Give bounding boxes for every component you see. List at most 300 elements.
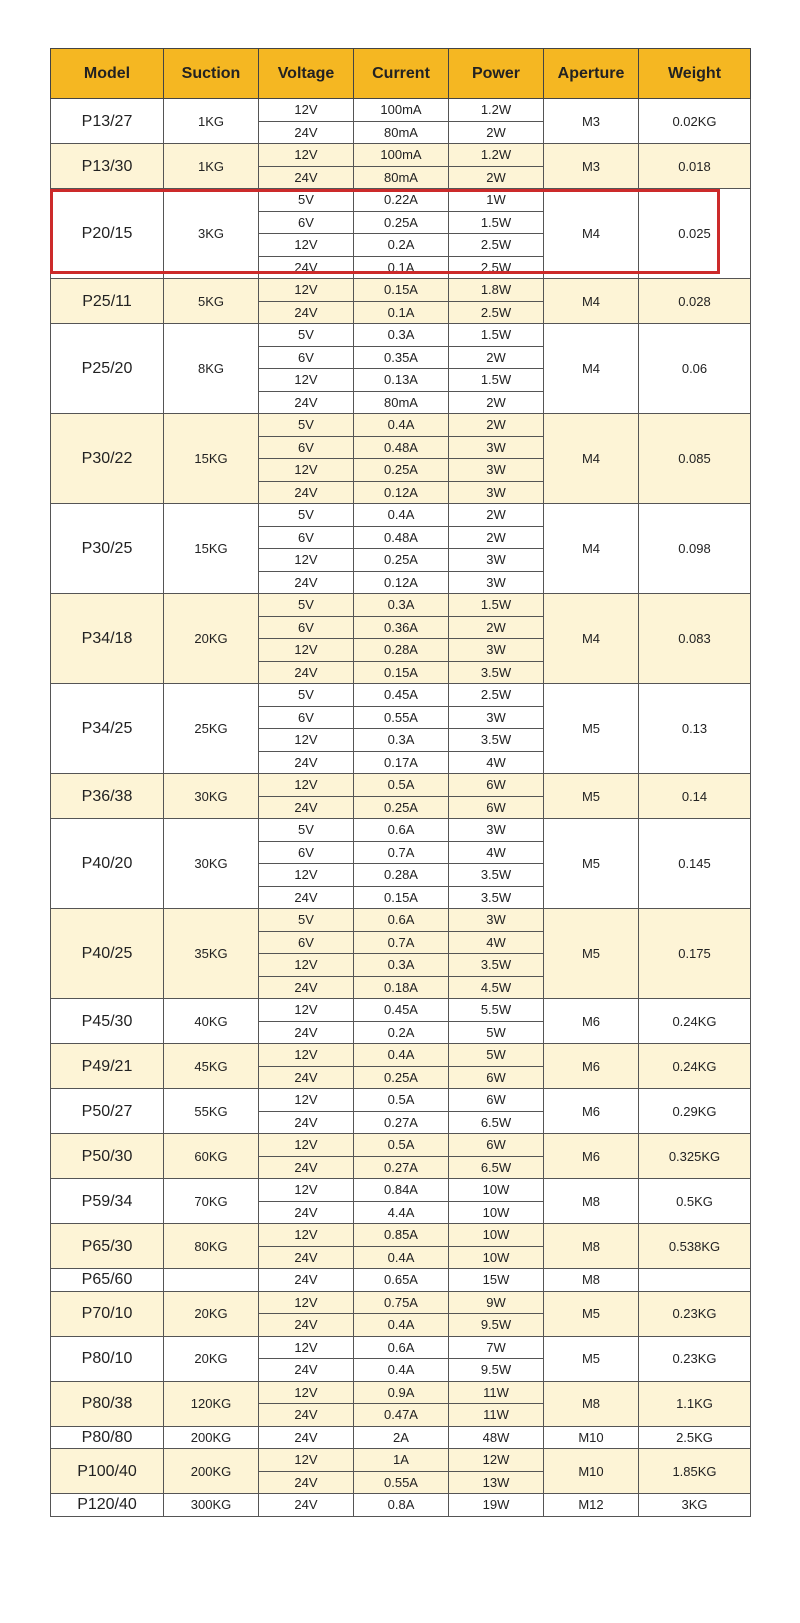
power-cell: 10W — [449, 1201, 544, 1224]
suction-cell: 40KG — [164, 999, 259, 1044]
voltage-cell: 24V — [259, 886, 354, 909]
suction-cell: 30KG — [164, 774, 259, 819]
spec-table-container — [50, 48, 750, 1517]
model-cell: P30/22 — [51, 414, 164, 504]
voltage-cell: 5V — [259, 324, 354, 347]
suction-cell: 15KG — [164, 414, 259, 504]
weight-cell: 0.5KG — [639, 1179, 751, 1224]
current-cell: 0.75A — [354, 1291, 449, 1314]
power-cell: 1.2W — [449, 99, 544, 122]
voltage-cell: 24V — [259, 1111, 354, 1134]
current-cell: 0.3A — [354, 594, 449, 617]
power-cell: 4.5W — [449, 976, 544, 999]
current-cell: 0.48A — [354, 436, 449, 459]
table-row — [51, 684, 751, 707]
current-cell: 0.28A — [354, 864, 449, 887]
current-cell: 0.4A — [354, 504, 449, 527]
weight-cell: 0.018 — [639, 144, 751, 189]
weight-cell: 0.29KG — [639, 1089, 751, 1134]
table-row — [51, 1044, 751, 1067]
power-cell: 2W — [449, 504, 544, 527]
table-row — [51, 1134, 751, 1157]
current-cell: 0.35A — [354, 346, 449, 369]
aperture-cell: M5 — [544, 1336, 639, 1381]
current-cell: 0.25A — [354, 211, 449, 234]
power-cell: 1.2W — [449, 144, 544, 167]
voltage-cell: 24V — [259, 1494, 354, 1517]
power-cell: 2W — [449, 166, 544, 189]
power-cell: 6W — [449, 774, 544, 797]
voltage-cell: 12V — [259, 1336, 354, 1359]
voltage-cell: 24V — [259, 1314, 354, 1337]
power-cell: 5W — [449, 1044, 544, 1067]
suction-cell: 3KG — [164, 189, 259, 279]
power-cell: 3W — [449, 436, 544, 459]
power-cell: 3W — [449, 459, 544, 482]
table-row — [51, 999, 751, 1022]
voltage-cell: 5V — [259, 594, 354, 617]
voltage-cell: 12V — [259, 774, 354, 797]
power-cell: 3.5W — [449, 864, 544, 887]
suction-cell: 300KG — [164, 1494, 259, 1517]
current-cell: 0.25A — [354, 1066, 449, 1089]
weight-cell: 0.02KG — [639, 99, 751, 144]
power-cell: 6W — [449, 1134, 544, 1157]
power-cell: 6W — [449, 796, 544, 819]
header-model: Model — [51, 49, 164, 99]
header-power: Power — [449, 49, 544, 99]
aperture-cell: M4 — [544, 279, 639, 324]
power-cell: 3W — [449, 706, 544, 729]
current-cell: 0.65A — [354, 1269, 449, 1292]
voltage-cell: 24V — [259, 751, 354, 774]
power-cell: 5W — [449, 1021, 544, 1044]
weight-cell: 0.23KG — [639, 1336, 751, 1381]
voltage-cell: 24V — [259, 1066, 354, 1089]
power-cell: 12W — [449, 1449, 544, 1472]
voltage-cell: 12V — [259, 549, 354, 572]
power-cell: 1.5W — [449, 594, 544, 617]
voltage-cell: 24V — [259, 1021, 354, 1044]
header-aperture: Aperture — [544, 49, 639, 99]
power-cell: 3.5W — [449, 729, 544, 752]
suction-cell: 1KG — [164, 144, 259, 189]
power-cell: 2W — [449, 616, 544, 639]
voltage-cell: 12V — [259, 1224, 354, 1247]
current-cell: 0.4A — [354, 1044, 449, 1067]
model-cell: P13/30 — [51, 144, 164, 189]
weight-cell: 0.13 — [639, 684, 751, 774]
suction-cell: 20KG — [164, 1336, 259, 1381]
current-cell: 0.15A — [354, 886, 449, 909]
current-cell: 0.12A — [354, 481, 449, 504]
table-row — [51, 279, 751, 302]
power-cell: 1.5W — [449, 211, 544, 234]
current-cell: 0.22A — [354, 189, 449, 212]
voltage-cell: 5V — [259, 504, 354, 527]
current-cell: 0.6A — [354, 909, 449, 932]
suction-cell: 20KG — [164, 594, 259, 684]
voltage-cell: 24V — [259, 1404, 354, 1427]
voltage-cell: 12V — [259, 99, 354, 122]
current-cell: 4.4A — [354, 1201, 449, 1224]
power-cell: 2.5W — [449, 256, 544, 279]
table-row — [51, 504, 751, 527]
current-cell: 0.4A — [354, 1359, 449, 1382]
power-cell: 9.5W — [449, 1314, 544, 1337]
weight-cell: 0.175 — [639, 909, 751, 999]
current-cell: 1A — [354, 1449, 449, 1472]
voltage-cell: 12V — [259, 144, 354, 167]
current-cell: 0.5A — [354, 774, 449, 797]
current-cell: 0.15A — [354, 279, 449, 302]
suction-cell: 120KG — [164, 1381, 259, 1426]
aperture-cell: M6 — [544, 1044, 639, 1089]
suction-cell: 30KG — [164, 819, 259, 909]
power-cell: 11W — [449, 1381, 544, 1404]
current-cell: 0.47A — [354, 1404, 449, 1427]
table-row — [51, 1449, 751, 1472]
current-cell: 0.12A — [354, 571, 449, 594]
table-row — [51, 1224, 751, 1247]
voltage-cell: 6V — [259, 211, 354, 234]
current-cell: 0.85A — [354, 1224, 449, 1247]
voltage-cell: 5V — [259, 909, 354, 932]
table-row — [51, 99, 751, 122]
current-cell: 2A — [354, 1426, 449, 1449]
table-row — [51, 594, 751, 617]
model-cell: P80/38 — [51, 1381, 164, 1426]
voltage-cell: 24V — [259, 661, 354, 684]
aperture-cell: M3 — [544, 99, 639, 144]
weight-cell: 1.1KG — [639, 1381, 751, 1426]
voltage-cell: 24V — [259, 1269, 354, 1292]
voltage-cell: 12V — [259, 1381, 354, 1404]
power-cell: 6W — [449, 1066, 544, 1089]
aperture-cell: M5 — [544, 1291, 639, 1336]
current-cell: 0.2A — [354, 234, 449, 257]
weight-cell: 1.85KG — [639, 1449, 751, 1494]
power-cell: 2W — [449, 346, 544, 369]
voltage-cell: 6V — [259, 346, 354, 369]
model-cell: P40/25 — [51, 909, 164, 999]
voltage-cell: 24V — [259, 1156, 354, 1179]
power-cell: 3.5W — [449, 886, 544, 909]
power-cell: 11W — [449, 1404, 544, 1427]
current-cell: 0.45A — [354, 999, 449, 1022]
current-cell: 0.3A — [354, 324, 449, 347]
table-row — [51, 324, 751, 347]
power-cell: 3W — [449, 571, 544, 594]
model-cell: P50/30 — [51, 1134, 164, 1179]
model-cell: P59/34 — [51, 1179, 164, 1224]
aperture-cell: M4 — [544, 414, 639, 504]
header-suction: Suction — [164, 49, 259, 99]
voltage-cell: 12V — [259, 1134, 354, 1157]
weight-cell: 0.24KG — [639, 1044, 751, 1089]
suction-cell: 70KG — [164, 1179, 259, 1224]
current-cell: 80mA — [354, 121, 449, 144]
suction-cell: 20KG — [164, 1291, 259, 1336]
power-cell: 9W — [449, 1291, 544, 1314]
power-cell: 6W — [449, 1089, 544, 1112]
current-cell: 0.55A — [354, 1471, 449, 1494]
voltage-cell: 6V — [259, 526, 354, 549]
model-cell: P25/11 — [51, 279, 164, 324]
model-cell: P30/25 — [51, 504, 164, 594]
weight-cell: 0.06 — [639, 324, 751, 414]
current-cell: 0.5A — [354, 1089, 449, 1112]
table-row — [51, 189, 751, 212]
weight-cell: 0.14 — [639, 774, 751, 819]
suction-cell — [164, 1269, 259, 1292]
aperture-cell: M5 — [544, 909, 639, 999]
power-cell: 3.5W — [449, 661, 544, 684]
header-row — [51, 49, 751, 99]
model-cell: P65/60 — [51, 1269, 164, 1292]
header-current: Current — [354, 49, 449, 99]
current-cell: 0.6A — [354, 819, 449, 842]
header-voltage: Voltage — [259, 49, 354, 99]
power-cell: 3.5W — [449, 954, 544, 977]
voltage-cell: 24V — [259, 796, 354, 819]
current-cell: 0.18A — [354, 976, 449, 999]
power-cell: 3W — [449, 639, 544, 662]
model-cell: P80/80 — [51, 1426, 164, 1449]
voltage-cell: 5V — [259, 819, 354, 842]
model-cell: P34/18 — [51, 594, 164, 684]
current-cell: 0.4A — [354, 1246, 449, 1269]
model-cell: P65/30 — [51, 1224, 164, 1269]
power-cell: 4W — [449, 841, 544, 864]
aperture-cell: M4 — [544, 189, 639, 279]
weight-cell: 0.083 — [639, 594, 751, 684]
power-cell: 2W — [449, 121, 544, 144]
power-cell: 13W — [449, 1471, 544, 1494]
current-cell: 0.1A — [354, 256, 449, 279]
aperture-cell: M4 — [544, 324, 639, 414]
voltage-cell: 12V — [259, 279, 354, 302]
power-cell: 4W — [449, 751, 544, 774]
voltage-cell: 24V — [259, 391, 354, 414]
current-cell: 80mA — [354, 166, 449, 189]
aperture-cell: M6 — [544, 1089, 639, 1134]
voltage-cell: 12V — [259, 864, 354, 887]
current-cell: 0.36A — [354, 616, 449, 639]
suction-cell: 80KG — [164, 1224, 259, 1269]
model-cell: P34/25 — [51, 684, 164, 774]
current-cell: 0.45A — [354, 684, 449, 707]
voltage-cell: 12V — [259, 1044, 354, 1067]
current-cell: 0.4A — [354, 1314, 449, 1337]
weight-cell: 0.025 — [639, 189, 751, 279]
voltage-cell: 24V — [259, 1426, 354, 1449]
power-cell: 2.5W — [449, 684, 544, 707]
current-cell: 0.48A — [354, 526, 449, 549]
current-cell: 0.28A — [354, 639, 449, 662]
suction-cell: 55KG — [164, 1089, 259, 1134]
current-cell: 0.3A — [354, 729, 449, 752]
model-cell: P45/30 — [51, 999, 164, 1044]
model-cell: P25/20 — [51, 324, 164, 414]
aperture-cell: M8 — [544, 1224, 639, 1269]
current-cell: 0.7A — [354, 931, 449, 954]
aperture-cell: M5 — [544, 819, 639, 909]
aperture-cell: M3 — [544, 144, 639, 189]
voltage-cell: 12V — [259, 234, 354, 257]
suction-cell: 5KG — [164, 279, 259, 324]
power-cell: 10W — [449, 1179, 544, 1202]
current-cell: 0.27A — [354, 1111, 449, 1134]
power-cell: 3W — [449, 909, 544, 932]
aperture-cell: M8 — [544, 1269, 639, 1292]
table-row — [51, 1269, 751, 1292]
voltage-cell: 12V — [259, 369, 354, 392]
voltage-cell: 12V — [259, 1089, 354, 1112]
table-row — [51, 1291, 751, 1314]
weight-cell: 2.5KG — [639, 1426, 751, 1449]
power-cell: 15W — [449, 1269, 544, 1292]
suction-cell: 15KG — [164, 504, 259, 594]
model-cell: P100/40 — [51, 1449, 164, 1494]
suction-cell: 1KG — [164, 99, 259, 144]
current-cell: 0.17A — [354, 751, 449, 774]
voltage-cell: 24V — [259, 301, 354, 324]
table-row — [51, 1179, 751, 1202]
current-cell: 0.8A — [354, 1494, 449, 1517]
voltage-cell: 5V — [259, 414, 354, 437]
power-cell: 2.5W — [449, 301, 544, 324]
header-weight: Weight — [639, 49, 751, 99]
voltage-cell: 24V — [259, 121, 354, 144]
power-cell: 1.5W — [449, 324, 544, 347]
current-cell: 0.5A — [354, 1134, 449, 1157]
current-cell: 0.2A — [354, 1021, 449, 1044]
table-row — [51, 1494, 751, 1517]
aperture-cell: M8 — [544, 1179, 639, 1224]
model-cell: P50/27 — [51, 1089, 164, 1134]
table-row — [51, 774, 751, 797]
current-cell: 0.25A — [354, 549, 449, 572]
current-cell: 0.84A — [354, 1179, 449, 1202]
power-cell: 6.5W — [449, 1111, 544, 1134]
table-row — [51, 909, 751, 932]
voltage-cell: 12V — [259, 459, 354, 482]
power-cell: 2.5W — [449, 234, 544, 257]
table-row — [51, 1426, 751, 1449]
model-cell: P36/38 — [51, 774, 164, 819]
voltage-cell: 24V — [259, 1246, 354, 1269]
table-row — [51, 1089, 751, 1112]
power-cell: 3W — [449, 481, 544, 504]
weight-cell: 0.085 — [639, 414, 751, 504]
spec-table — [50, 48, 751, 1517]
weight-cell: 3KG — [639, 1494, 751, 1517]
voltage-cell: 6V — [259, 841, 354, 864]
table-row — [51, 1336, 751, 1359]
current-cell: 0.9A — [354, 1381, 449, 1404]
aperture-cell: M6 — [544, 999, 639, 1044]
power-cell: 48W — [449, 1426, 544, 1449]
voltage-cell: 24V — [259, 976, 354, 999]
power-cell: 9.5W — [449, 1359, 544, 1382]
power-cell: 3W — [449, 819, 544, 842]
power-cell: 1.8W — [449, 279, 544, 302]
weight-cell: 0.538KG — [639, 1224, 751, 1269]
model-cell: P20/15 — [51, 189, 164, 279]
suction-cell: 35KG — [164, 909, 259, 999]
power-cell: 3W — [449, 549, 544, 572]
voltage-cell: 24V — [259, 1359, 354, 1382]
table-row — [51, 1381, 751, 1404]
power-cell: 2W — [449, 391, 544, 414]
voltage-cell: 6V — [259, 436, 354, 459]
voltage-cell: 12V — [259, 954, 354, 977]
weight-cell: 0.028 — [639, 279, 751, 324]
current-cell: 0.15A — [354, 661, 449, 684]
aperture-cell: M8 — [544, 1381, 639, 1426]
model-cell: P49/21 — [51, 1044, 164, 1089]
suction-cell: 60KG — [164, 1134, 259, 1179]
aperture-cell: M10 — [544, 1426, 639, 1449]
voltage-cell: 5V — [259, 189, 354, 212]
voltage-cell: 5V — [259, 684, 354, 707]
aperture-cell: M5 — [544, 774, 639, 819]
current-cell: 100mA — [354, 99, 449, 122]
voltage-cell: 24V — [259, 1201, 354, 1224]
voltage-cell: 24V — [259, 1471, 354, 1494]
power-cell: 1W — [449, 189, 544, 212]
aperture-cell: M4 — [544, 504, 639, 594]
suction-cell: 8KG — [164, 324, 259, 414]
aperture-cell: M6 — [544, 1134, 639, 1179]
current-cell: 0.55A — [354, 706, 449, 729]
voltage-cell: 6V — [259, 706, 354, 729]
power-cell: 2W — [449, 526, 544, 549]
model-cell: P80/10 — [51, 1336, 164, 1381]
power-cell: 6.5W — [449, 1156, 544, 1179]
voltage-cell: 12V — [259, 729, 354, 752]
weight-cell: 0.145 — [639, 819, 751, 909]
table-row — [51, 819, 751, 842]
power-cell: 4W — [449, 931, 544, 954]
suction-cell: 200KG — [164, 1449, 259, 1494]
voltage-cell: 6V — [259, 616, 354, 639]
model-cell: P70/10 — [51, 1291, 164, 1336]
current-cell: 0.13A — [354, 369, 449, 392]
current-cell: 0.4A — [354, 414, 449, 437]
voltage-cell: 12V — [259, 1291, 354, 1314]
voltage-cell: 24V — [259, 256, 354, 279]
weight-cell: 0.24KG — [639, 999, 751, 1044]
power-cell: 7W — [449, 1336, 544, 1359]
voltage-cell: 24V — [259, 481, 354, 504]
current-cell: 0.25A — [354, 459, 449, 482]
current-cell: 0.7A — [354, 841, 449, 864]
voltage-cell: 6V — [259, 931, 354, 954]
current-cell: 0.27A — [354, 1156, 449, 1179]
weight-cell: 0.325KG — [639, 1134, 751, 1179]
voltage-cell: 24V — [259, 166, 354, 189]
suction-cell: 25KG — [164, 684, 259, 774]
aperture-cell: M5 — [544, 684, 639, 774]
table-row — [51, 144, 751, 167]
power-cell: 19W — [449, 1494, 544, 1517]
power-cell: 10W — [449, 1224, 544, 1247]
current-cell: 0.25A — [354, 796, 449, 819]
power-cell: 10W — [449, 1246, 544, 1269]
table-row — [51, 414, 751, 437]
